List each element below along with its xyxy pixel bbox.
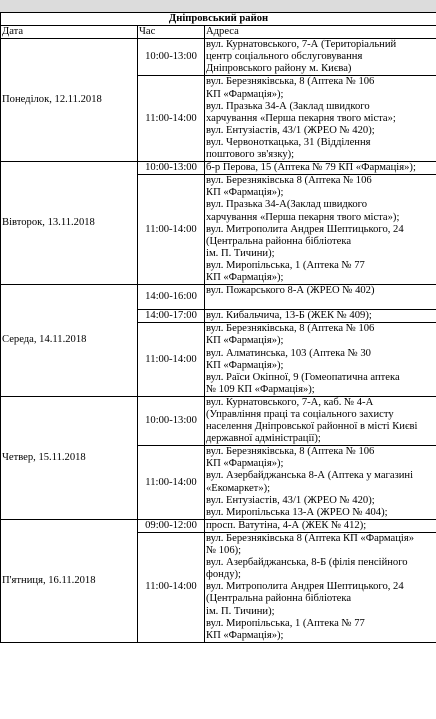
address-line: вул. Миропільська 13-А (ЖРЕО № 404); [206, 506, 388, 518]
slot-time: 11:00-14:00 [138, 446, 205, 520]
slot-time: 11:00-14:00 [138, 532, 205, 642]
address-line: вул. Празька 34-А(Заклад швидкого [206, 199, 368, 211]
slot-time: 11:00-14:00 [138, 76, 205, 162]
address-line: вул. Березняківська, 8 (Аптека № 106 [206, 323, 375, 335]
slot-addresses [205, 175, 436, 285]
address-line: вул. Азербайджанська 8-А (Аптека у магазині [206, 470, 414, 482]
address-line: вул. Курнатовського, 7-А, каб. № 4-А [206, 396, 374, 408]
address-line: (Центральна районна бібліотека [206, 593, 352, 605]
district-title: Дніпровський район [1, 13, 436, 26]
slot-time: 10:00-13:00 [138, 396, 205, 445]
day-date: Четвер, 15.11.2018 [1, 396, 138, 519]
address-line: вул. Миропільська, 1 (Аптека № 77 [206, 259, 365, 271]
address-line: КП «Фармація»); [206, 458, 284, 470]
schedule-table [0, 12, 436, 643]
slot-addresses [205, 162, 436, 175]
address-line [206, 297, 435, 309]
slot-time: 10:00-13:00 [138, 162, 205, 175]
schedule-row [1, 519, 436, 532]
slot-addresses [205, 310, 436, 323]
day-date: Понеділок, 12.11.2018 [1, 39, 138, 162]
address-line: КП «Фармація»); [206, 271, 284, 283]
address-line: центр соціального обслуговування [206, 51, 363, 63]
slot-addresses [205, 532, 436, 642]
address-line: вул. Празька 34-А (Заклад швидкого [206, 100, 370, 112]
slot-addresses [205, 76, 436, 162]
address-line: поштового зв'язку); [206, 149, 295, 161]
slot-time: 11:00-14:00 [138, 175, 205, 285]
schedule-row [1, 396, 436, 445]
address-line: (Центральна районна бібліотека [206, 235, 352, 247]
address-line: (Управління праці та соціального захисту [206, 409, 394, 420]
address-line: «Екомаркет»); [206, 482, 271, 494]
address-line: ім. П. Тичини); [206, 247, 275, 259]
day-date: П'ятниця, 16.11.2018 [1, 519, 138, 642]
address-line: вул. Березняківська, 8 (Аптека № 106 [206, 76, 375, 88]
address-line: вул. Ентузіастів, 43/1 (ЖРЕО № 420); [206, 494, 375, 506]
slot-time: 09:00-12:00 [138, 519, 205, 532]
address-line: вул. Раїси Окіпної, 9 (Гомеопатична аптека [206, 371, 400, 383]
address-line: КП «Фармація»); [206, 629, 284, 641]
address-line: б-р Перова, 15 (Аптека № 79 КП «Фармація»); [206, 162, 416, 174]
slot-addresses [205, 519, 436, 532]
slot-addresses [205, 396, 436, 445]
address-line: фонду); [206, 569, 241, 581]
header-time: Час [138, 26, 205, 39]
slot-time: 14:00-16:00 [138, 285, 205, 310]
slot-time: 11:00-14:00 [138, 323, 205, 397]
address-line: ім. П. Тичини); [206, 605, 275, 617]
title-row [1, 13, 436, 26]
address-line: КП «Фармація»); [206, 359, 284, 371]
schedule-row [1, 39, 436, 76]
address-line: вул. Кибальчича, 13-Б (ЖЕК № 409); [206, 310, 372, 322]
address-line: вул. Березняківська, 8 (Аптека № 106 [206, 446, 375, 458]
address-line: вул. Червоноткацька, 31 (Відділення [206, 136, 371, 148]
address-line: КП «Фармація»); [206, 335, 284, 347]
address-line: вул. Миропільська, 1 (Аптека № 77 [206, 617, 365, 629]
address-line: вул. Березняківська 8 (Аптека № 106 [206, 175, 372, 187]
schedule-row [1, 162, 436, 175]
address-line: вул. Митрополита Андрея Шептицького, 24 [206, 581, 404, 593]
address-line: харчування «Перша пекарня твого міста»; [206, 112, 396, 124]
address-line: КП «Фармація»); [206, 88, 284, 100]
address-line: вул. Березняківська 8 (Аптека КП «Фармація» [206, 532, 415, 544]
address-line: вул. Курнатовського, 7-А (Територіальний [206, 39, 397, 51]
address-line: № 106); [206, 545, 242, 557]
address-line: вул. Алматинська, 103 (Аптека № 30 [206, 347, 371, 359]
slot-time: 14:00-17:00 [138, 310, 205, 323]
address-line: Дніпровського району м. Києва) [206, 63, 352, 75]
address-line: харчування «Перша пекарня твого міста»); [206, 211, 400, 223]
address-line: просп. Ватутіна, 4-А (ЖЕК № 412); [206, 519, 367, 531]
address-line: вул. Азербайджанська, 8-Б (філія пенсійного [206, 557, 408, 569]
address-line: вул. Пожарського 8-А (ЖРЕО № 402) [206, 285, 375, 297]
slot-addresses [205, 285, 436, 310]
day-date: Вівторок, 13.11.2018 [1, 162, 138, 285]
address-line: вул. Митрополита Андрея Шептицького, 24 [206, 223, 404, 235]
address-line: вул. Ентузіастів, 43/1 (ЖРЕО № 420); [206, 124, 375, 136]
slot-addresses [205, 323, 436, 397]
header-row [1, 26, 436, 39]
slot-time: 10:00-13:00 [138, 39, 205, 76]
address-line: КП «Фармація»); [206, 187, 284, 199]
slot-addresses [205, 446, 436, 520]
header-date: Дата [1, 26, 138, 39]
slot-addresses [205, 39, 436, 76]
address-line: державної адміністрації); [206, 433, 321, 445]
schedule-row [1, 285, 436, 310]
address-line: населення Дніпровської районної в місті Києві [206, 421, 418, 433]
day-date: Середа, 14.11.2018 [1, 285, 138, 397]
address-line: № 109 КП «Фармація»); [206, 383, 315, 395]
header-address: Адреса [205, 26, 436, 39]
